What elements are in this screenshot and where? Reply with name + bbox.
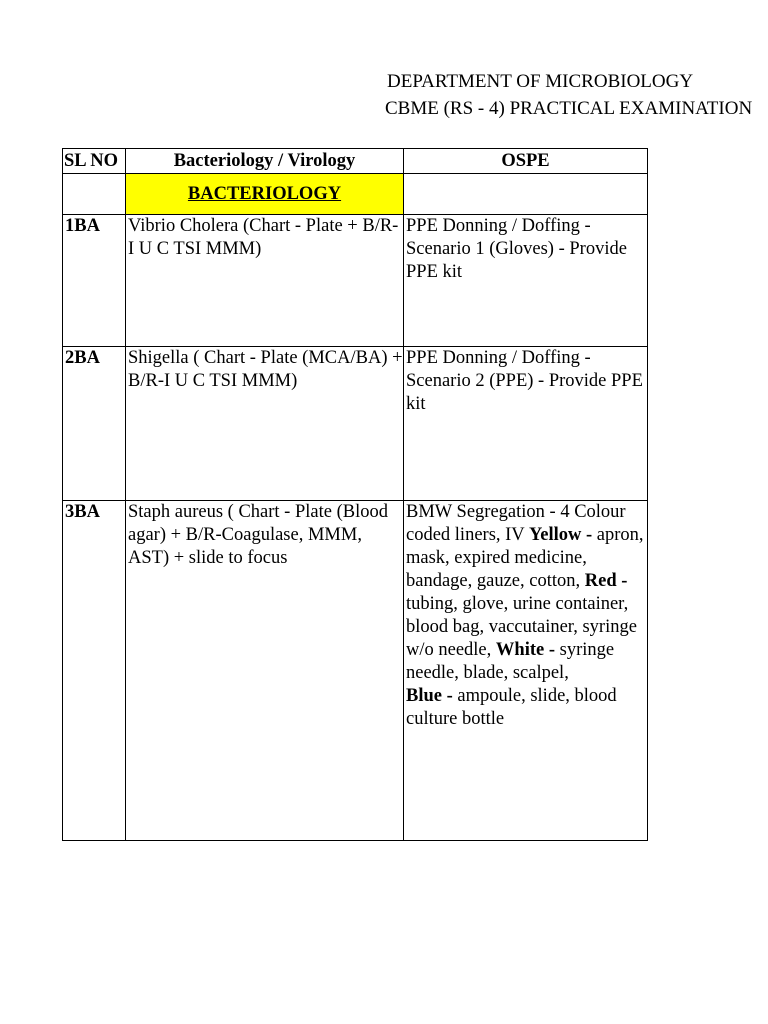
column-header-ospe: OSPE — [404, 149, 648, 174]
ospe-red-items: tubing, glove, urine container, blood bag, vaccutainer, syringe w/o needle, — [406, 594, 637, 660]
practical-exam-table — [62, 148, 648, 841]
row-sl-no: 1BA — [63, 215, 126, 347]
row-ospe: PPE Donning / Doffing - Scenario 2 (PPE) - Provide PPE kit — [404, 347, 648, 501]
table-row — [63, 347, 648, 501]
ospe-white-label: White - — [495, 640, 555, 660]
section-label-bacteriology: BACTERIOLOGY — [126, 174, 404, 215]
ospe-blue-label: Blue - — [406, 686, 453, 706]
ospe-red-label: Red - — [584, 571, 628, 591]
ospe-yellow-label: Yellow - — [528, 525, 593, 545]
row-sl-no: 2BA — [63, 347, 126, 501]
table-header-row — [63, 149, 648, 174]
row-ospe-bmw — [404, 501, 648, 841]
section-empty-cell — [404, 174, 648, 215]
ospe-blue-items: ampoule, slide, blood culture bottle — [406, 686, 617, 729]
section-empty-cell — [63, 174, 126, 215]
column-header-sl-no: SL NO — [63, 149, 126, 174]
exam-title: CBME (RS - 4) PRACTICAL EXAMINATION — [385, 98, 753, 119]
ospe-bmw-intro: coded liners, IV — [406, 525, 529, 545]
row-sl-no: 3BA — [63, 501, 126, 841]
table-row — [63, 501, 648, 841]
row-topic: Staph aureus ( Chart - Plate (Blood agar) + B/R-Coagulase, MMM, AST) + slide to focus — [126, 501, 404, 841]
row-ospe: PPE Donning / Doffing - Scenario 1 (Gloves) - Provide PPE kit — [404, 215, 648, 347]
ospe-yellow-items: apron, mask, expired medicine, bandage, gauze, cotton, — [406, 525, 644, 591]
ospe-white-items: syringe needle, blade, scalpel, — [406, 640, 615, 683]
row-topic: Vibrio Cholera (Chart - Plate + B/R-I U C TSI MMM) — [126, 215, 404, 347]
section-row — [63, 174, 648, 215]
column-header-bacteriology: Bacteriology / Virology — [126, 149, 404, 174]
table-row — [63, 215, 648, 347]
row-topic: Shigella ( Chart - Plate (MCA/BA) + B/R-I U C TSI MMM) — [126, 347, 404, 501]
ospe-bmw-line1: BMW Segregation - 4 Colour — [406, 502, 626, 522]
department-title: DEPARTMENT OF MICROBIOLOGY — [387, 71, 694, 92]
